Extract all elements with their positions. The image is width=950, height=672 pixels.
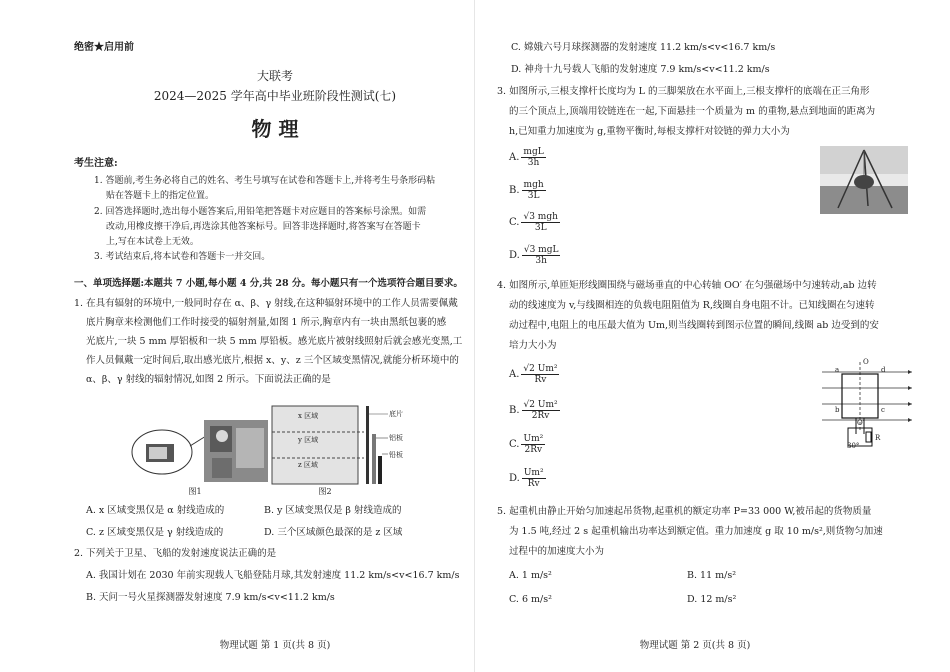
notice-2-cont2: 上,写在本试卷上无效。 <box>106 237 199 247</box>
q3-option-d: D. $\frac{\text{√3 mgL}}{3h}$ <box>509 245 559 266</box>
q3-line-2: 的三个顶点上,顶端用铰链连在一起,下面悬挂一个质量为 m 的重物,悬点到地面的距离为 <box>509 106 876 117</box>
section-title: 一、单项选择题:本题共 7 小题,每小题 4 分,共 28 分。每小题只有一个选项符合题目要求。 <box>74 278 463 289</box>
q4-option-b: B. $\frac{\text{√2 Um²}}{2Rv}$ <box>509 400 558 421</box>
fig2-label-al: 铝板 <box>389 434 403 442</box>
q5-line-2: 为 1.5 吨,经过 2 s 起重机输出功率达到额定值。重力加速度 g 取 10 m/s²,则货物匀加速 <box>509 526 883 537</box>
q3-option-b: B. $\frac{\text{mgh}}{3L}$ <box>509 180 544 201</box>
label-o-top: O <box>863 358 869 366</box>
notice-2-cont: 改动,用橡皮擦干净后,再选涂其他答案标号。回答非选择题时,将答案写在答题卡 <box>106 222 421 232</box>
q3-option-c: C. $\frac{\text{√3 mgh}}{3L}$ <box>509 212 558 233</box>
q4-option-d: D. $\frac{\text{Um²}}{Rv}$ <box>509 468 544 489</box>
q5-option-a: A. 1 m/s² <box>509 570 552 581</box>
q1-option-c: C. z 区域变黑仅是 γ 射线造成的 <box>86 527 224 538</box>
q5-option-b: B. 11 m/s² <box>687 570 737 581</box>
q5-line-3: 过程中的加速度大小为 <box>509 546 605 557</box>
figure-1-photo <box>130 418 270 484</box>
q4-line-2: 动的线速度为 v,与线圈相连的负载电阻阻值为 R,线圈自身电阻不计。已知线圈在匀速转 <box>509 300 875 311</box>
q3-line-3: h,已知重力加速度为 g,重物平衡时,每根支撑杆对铰链的弹力大小为 <box>509 126 790 137</box>
q4-line-4: 培力大小为 <box>509 340 557 351</box>
q2-option-c: C. 嫦娥六号月球探测器的发射速度 11.2 km/s<v<16.7 km/s <box>511 42 776 53</box>
q4-option-c: C. $\frac{\text{Um²}}{2Rv}$ <box>509 434 544 455</box>
q5-line-1: 5. 起重机由静止开始匀加速起吊货物,起重机的额定功率 P=33 000 W,被吊起的货物质量 <box>497 506 872 517</box>
q1-option-d: D. 三个区域颜色最深的是 z 区域 <box>264 527 403 538</box>
q2-option-a: A. 我国计划在 2030 年前实现载人飞船登陆月球,其发射速度 11.2 km/s<v<16.7 km/s <box>86 570 460 581</box>
q1-option-a: A. x 区域变黑仅是 α 射线造成的 <box>86 505 225 516</box>
label-c: c <box>881 406 885 414</box>
q2-option-b: B. 天问一号火星探测器发射速度 7.9 km/s<v<11.2 km/s <box>86 592 335 603</box>
q4-option-a: A. $\frac{\text{√2 Um²}}{Rv}$ <box>509 364 558 385</box>
q1-line-5: α、β、γ 射线的辐射情况,如图 2 所示。下面说法正确的是 <box>86 374 331 385</box>
q1-option-b: B. y 区域变黑仅是 β 射线造成的 <box>264 505 402 516</box>
fig2-label-pb: 铅板 <box>389 451 403 459</box>
label-angle: 30° <box>847 442 860 450</box>
label-o-bottom: O′ <box>857 419 865 427</box>
label-a: a <box>835 366 840 374</box>
q4-line-1: 4. 如图所示,单匝矩形线圈围绕与磁场垂直的中心转轴 OO′ 在匀强磁场中匀速转动,ab 边转 <box>497 280 877 291</box>
fig2-label-z: z 区域 <box>298 461 318 469</box>
exam-subtitle: 2024—2025 学年高中毕业班阶段性测试(七) <box>153 89 397 103</box>
q1-line-4: 作人员佩戴一定时间后,取出感光底片,根据 x、y、z 三个区域变黑情况,就能分析环境中的 <box>86 355 459 366</box>
q4-line-3: 动过程中,电阻上的电压最大值为 Um,则当线圈转到图示位置的瞬间,线圈 ab 边受到的安 <box>509 320 879 331</box>
label-r: R <box>875 434 881 442</box>
weight-icon <box>854 175 874 189</box>
q1-line-3: 光底片,一块 5 mm 厚铝板和一块 5 mm 厚铅板。感光底片被射线照射后就会感光变黑,工 <box>86 336 463 347</box>
figure-1-caption: 图1 <box>188 487 202 496</box>
notice-3: 3. 考试结束后,将本试卷和答题卡一并交回。 <box>94 252 271 262</box>
q1-line-2: 底片胸章来检测他们工作时接受的辐射剂量,如图 1 所示,胸章内有一块由黑纸包裹的感 <box>86 317 447 328</box>
notice-1-cont: 贴在答题卡上的指定位置。 <box>106 191 215 201</box>
q5-option-d: D. 12 m/s² <box>687 594 737 605</box>
subject-title: 物 理 <box>251 117 299 141</box>
footer-page-2: 物理试题 第 2 页(共 8 页) <box>639 640 751 651</box>
q1-line-1: 1. 在具有辐射的环境中,一般同时存在 α、β、γ 射线,在这种辐射环境中的工作人员需要佩戴 <box>74 298 458 309</box>
notice-1: 1. 答题前,考生务必将自己的姓名、考生号填写在试卷和答题卡上,并将考生号条形码粘 <box>94 176 436 186</box>
notice-2: 2. 回答选择题时,选出每小题答案后,用铅笔把答题卡对应题目的答案标号涂黑。如需 <box>94 207 427 217</box>
secret-label: 绝密★启用前 <box>74 42 134 53</box>
q3-line-1: 3. 如图所示,三根支撑杆长度均为 L 的三脚架放在水平面上,三根支撑杆的底端在正三角形 <box>497 86 870 97</box>
fig2-label-film: 底片 <box>389 410 403 418</box>
exam-name: 大联考 <box>256 69 293 83</box>
figure-2-diagram <box>268 404 408 486</box>
notice-title: 考生注意: <box>74 158 118 169</box>
fig2-label-y: y 区域 <box>298 436 319 444</box>
label-d: d <box>881 366 886 374</box>
fig2-label-x: x 区域 <box>298 412 319 420</box>
q5-option-c: C. 6 m/s² <box>509 594 552 605</box>
label-b: b <box>835 406 840 414</box>
q2-option-d: D. 神舟十九号载人飞船的发射速度 7.9 km/s<v<11.2 km/s <box>511 64 770 75</box>
q3-option-a: A. $\frac{\text{mgL}}{3h}$ <box>509 147 544 168</box>
tripod-photo <box>820 146 908 214</box>
footer-page-1: 物理试题 第 1 页(共 8 页) <box>219 640 331 651</box>
figure-2-caption: 图2 <box>318 487 332 496</box>
page-2 <box>475 0 950 672</box>
q2-stem: 2. 下列关于卫星、飞船的发射速度说法正确的是 <box>74 548 277 559</box>
